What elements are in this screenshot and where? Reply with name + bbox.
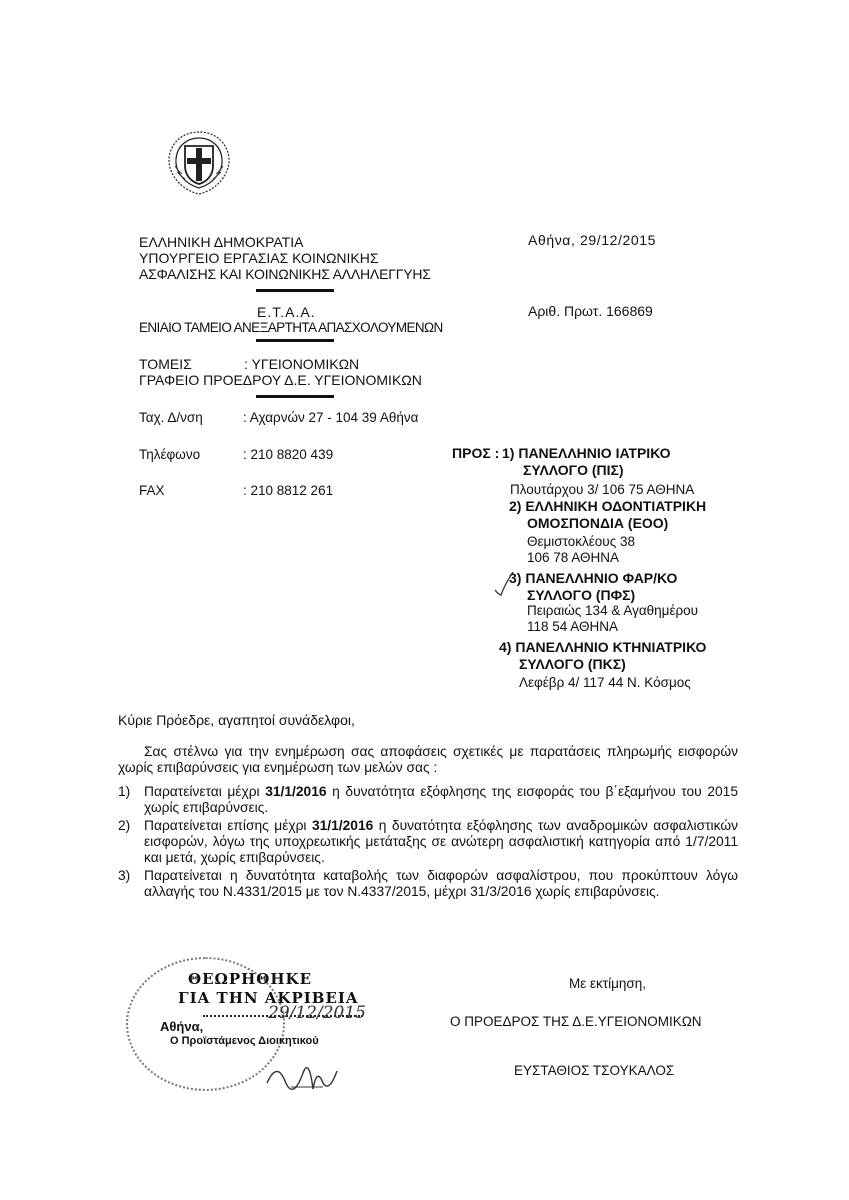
header-rule-1 (256, 289, 334, 292)
list-item-2 (118, 818, 738, 868)
fax-label: FAX (139, 483, 165, 498)
org-line-3: ΑΣΦΑΛΙΣΗΣ ΚΑΙ ΚΟΙΝΩΝΙΚΗΣ ΑΛΛΗΛΕΓΓΥΗΣ (139, 266, 431, 282)
recipient-4-name-line2: ΣΥΛΛΟΓΟ (ΠΚΣ) (519, 656, 626, 672)
phone-value: : 210 8820 439 (243, 447, 334, 462)
recipient-3-name-line2: ΣΥΛΛΟΓΟ (ΠΦΣ) (527, 587, 636, 603)
intro-paragraph: Σας στέλνω για την ενημέρωση σας αποφάσεις σχετικές με παρατάσεις πληρωμής εισφορών χωρίς επιβαρύνσεις για ενημέρωση των μελών σας : (118, 744, 738, 775)
list-item-3 (118, 868, 738, 918)
address-label: Ταχ. Δ/νση (139, 410, 203, 425)
recipient-1-address: Πλουτάρχου 3/ 106 75 ΑΘΗΝΑ (510, 482, 695, 497)
verification-stamp (118, 955, 376, 1105)
recipient-4-name-line1: 4) ΠΑΝΕΛΛΗΝΙΟ ΚΤΗΝΙΑΤΡΙΚΟ (499, 639, 707, 655)
recipients-to-label: ΠΡΟΣ : (452, 445, 500, 461)
signatory-name: ΕΥΣΤΑΘΙΟΣ ΤΣΟΥΚΑΛΟΣ (514, 1063, 675, 1078)
stamp-official-title: Ο Προϊστάμενος Διοικητικού (170, 1035, 319, 1047)
list-item-3-text-pre: Παρατείνεται η δυνατότητα καταβολής των διαφορών ασφαλίστρου, που προκύπτουν λόγω αλλαγής του Ν.4331/2015 με τον Ν.4337/2015, μέχρι 31/3/2016 χωρίς επιβαρύνσεις. (144, 868, 738, 899)
header-rule-2 (256, 339, 334, 342)
recipient-3-name-line1: 3) ΠΑΝΕΛΛΗΝΙΟ ΦΑΡ/ΚΟ (509, 570, 678, 586)
list-item-2-text-post: η δυνατότητα εξόφλησης των αναδρομικών ασφαλιστικών εισφορών, λόγω της υποχρεωτικής μετάταξης σε ανώτερη ασφαλιστική κατηγορία από 1/7/2011 και μετά, χωρίς επιβαρύνσεις. (144, 818, 739, 865)
recipient-1-name-line1: 1) ΠΑΝΕΛΛΗΝΙΟ ΙΑΤΡΙΚΟ (502, 445, 671, 461)
list-item-1-deadline: 31/1/2016 (265, 784, 327, 799)
recipient-2-address-line2: 106 78 ΑΘΗΝΑ (527, 550, 620, 565)
list-item-1-text-post: η δυνατότητα εξόφλησης της εισφοράς του β΄εξαμήνου του 2015 χωρίς επιβαρύνσεις. (144, 784, 738, 815)
list-item-3-number: 3) (118, 868, 131, 883)
letter-date: Αθήνα, 29/12/2015 (528, 232, 657, 248)
list-item-2-number: 2) (118, 818, 131, 833)
recipient-3-address-line2: 118 54 ΑΘΗΝΑ (527, 619, 619, 634)
org-line-2: ΥΠΟΥΡΓΕΙΟ ΕΡΓΑΣΙΑΣ ΚΟΙΝΩΝΙΚΗΣ (139, 250, 379, 266)
address-value: : Αχαρνών 27 - 104 39 Αθήνα (243, 410, 419, 425)
signatory-title: Ο ΠΡΟΕΔΡΟΣ ΤΗΣ Δ.Ε.ΥΓΕΙΟΝΟΜΙΚΩΝ (450, 1014, 702, 1029)
stamp-handwritten-date: 29/12/2015 (268, 1003, 366, 1023)
coat-of-arms-emblem (163, 128, 235, 198)
list-item-1-text-pre: Παρατείνεται μέχρι (144, 784, 266, 799)
fund-abbreviation: Ε.Τ.Α.Α. (257, 304, 316, 320)
list-item-1 (118, 784, 738, 818)
stamp-accuracy-line: ΓΙΑ ΤΗΝ ΑΚΡΙΒΕΙΑ (178, 989, 359, 1007)
recipient-4-address: Λεφέβρ 4/ 117 44 Ν. Κόσμος (519, 675, 691, 690)
list-item-2-text (144, 818, 738, 866)
list-item-2-text-pre: Παρατείνεται επίσης μέχρι (144, 818, 312, 833)
phone-label: Τηλέφωνο (139, 447, 201, 462)
fax-value: : 210 8812 261 (243, 483, 334, 498)
stamp-verified-line: ΘΕΩΡΗΘΗΚΕ (188, 970, 313, 988)
sector-label: ΤΟΜΕΙΣ (139, 356, 192, 372)
header-rule-3 (256, 395, 334, 398)
office-name: ΓΡΑΦΕΙΟ ΠΡΟΕΔΡΟΥ Δ.Ε. ΥΓΕΙΟΝΟΜΙΚΩΝ (139, 372, 422, 388)
recipient-2-address-line1: Θεμιστοκλέους 38 (527, 534, 635, 549)
protocol-number: Αριθ. Πρωτ. 166869 (528, 303, 653, 319)
org-line-1: ΕΛΛΗΝΙΚΗ ΔΗΜΟΚΡΑΤΙΑ (139, 234, 304, 250)
fund-name: ΕΝΙΑΙΟ ΤΑΜΕΙΟ ΑΝΕΞΑΡΤΗΤΑ ΑΠΑΣΧΟΛΟΥΜΕΝΩΝ (139, 320, 443, 335)
salutation: Κύριε Πρόεδρε, αγαπητοί συνάδελφοι, (118, 712, 355, 728)
list-item-2-deadline: 31/1/2016 (311, 818, 374, 833)
list-item-1-text (144, 784, 738, 816)
list-item-3-text (144, 868, 738, 900)
closing-phrase: Με εκτίμηση, (569, 976, 646, 991)
list-item-1-number: 1) (118, 784, 131, 799)
recipient-1-name-line2: ΣΥΛΛΟΓΟ (ΠΙΣ) (523, 462, 624, 478)
recipient-2-name-line1: 2) ΕΛΛΗΝΙΚΗ ΟΔΟΝΤΙΑΤΡΙΚΗ (509, 498, 707, 514)
stamp-city-label: Αθήνα, (160, 1019, 204, 1034)
sector-value: : ΥΓΕΙΟΝΟΜΙΚΩΝ (244, 356, 360, 372)
recipient-2-name-line2: ΟΜΟΣΠΟΝΔΙΑ (ΕΟΟ) (527, 515, 669, 531)
handwritten-checkmark (493, 570, 515, 598)
recipient-3-address-line1: Πειραιώς 134 & Αγαθημέρου (527, 603, 699, 618)
stamp-signature (263, 1053, 343, 1099)
